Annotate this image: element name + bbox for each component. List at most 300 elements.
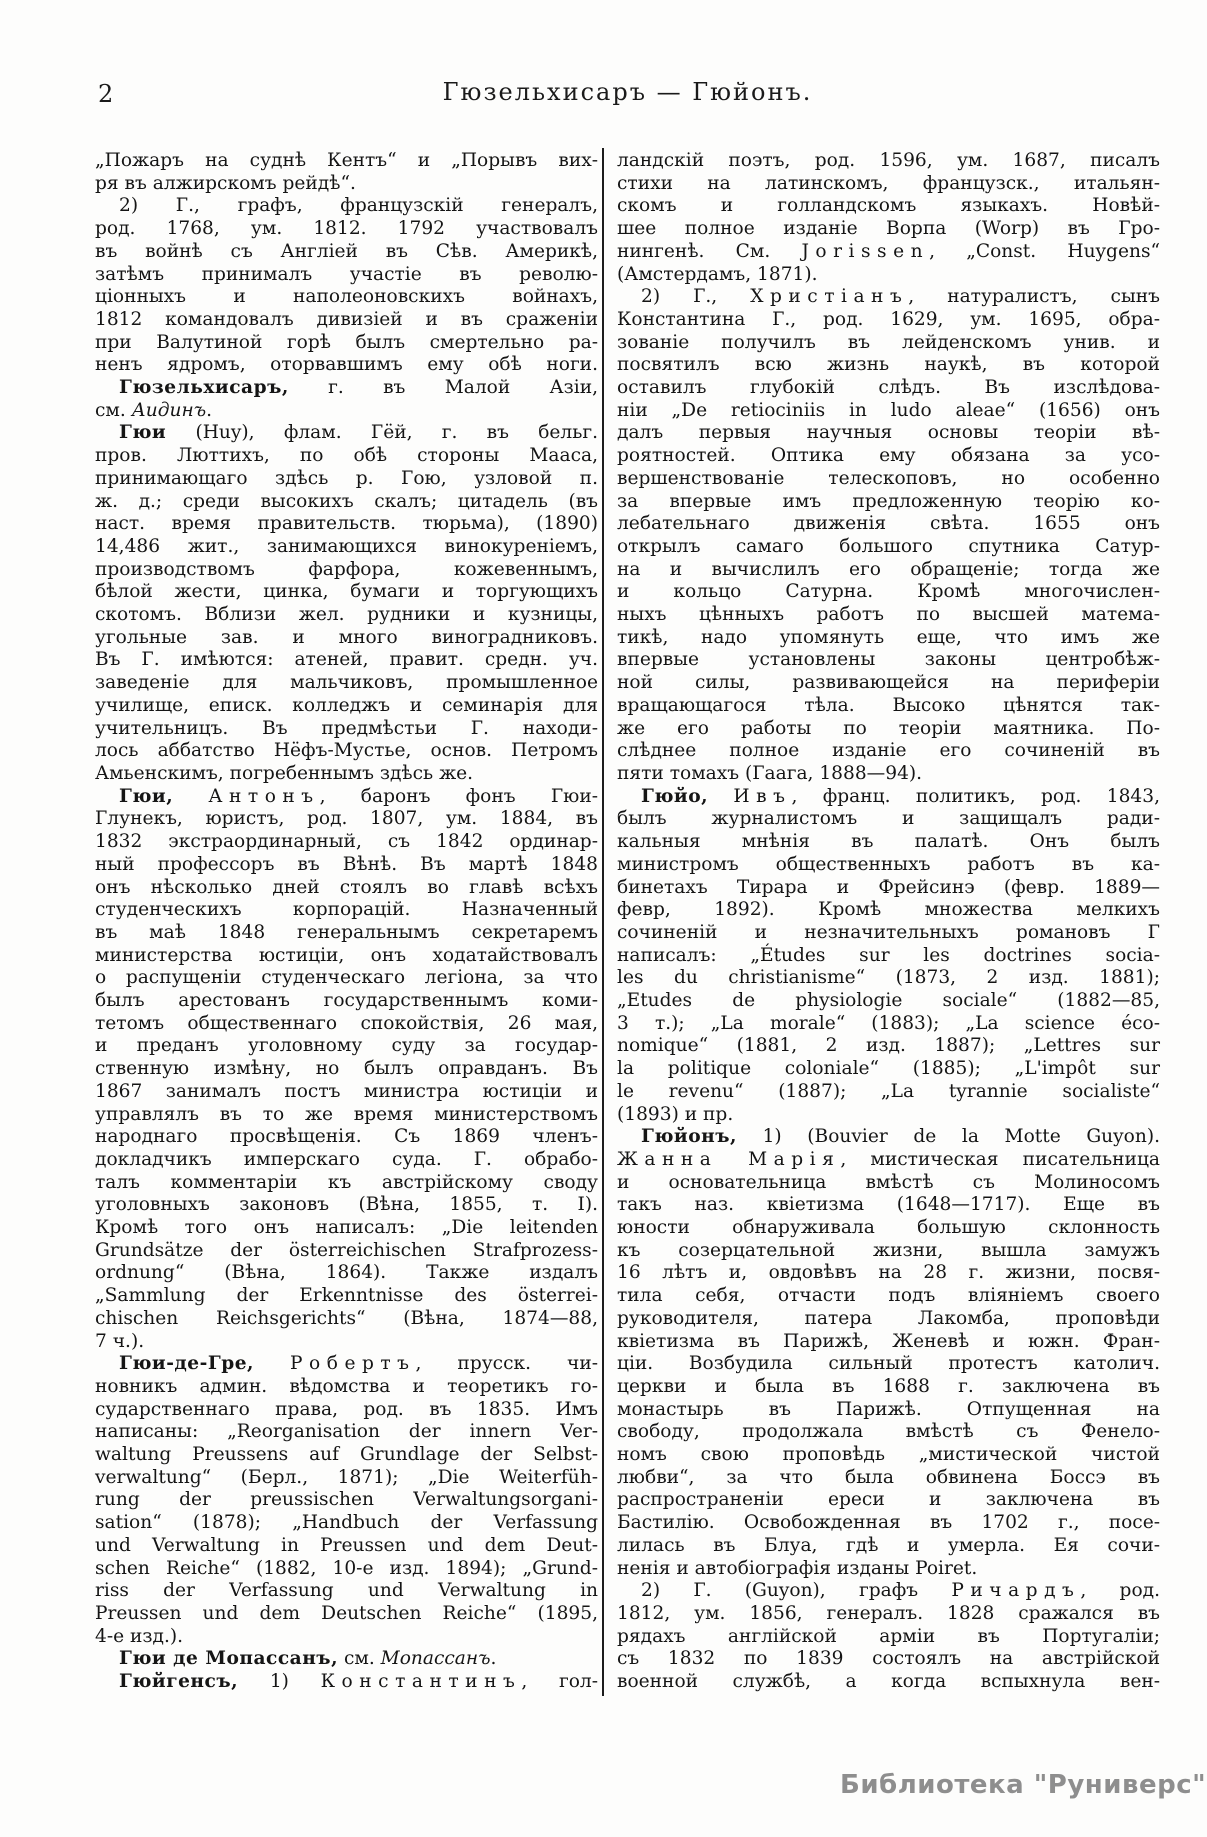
text-line <box>95 1467 598 1490</box>
text-line <box>617 536 1160 559</box>
text-line <box>95 808 598 831</box>
text-line <box>617 1399 1160 1422</box>
text-line <box>95 218 598 241</box>
text-segment: ныхъ цѣнныхъ работъ по высшей матема- <box>617 604 1160 626</box>
text-segment: открылъ самаго большого спутника Сатур- <box>617 535 1160 557</box>
text-line <box>617 1217 1160 1240</box>
text-segment: см. <box>95 399 132 421</box>
text-segment: la politique coloniale“ (1885); „L'impôt sur <box>617 1058 1160 1080</box>
text-segment: о распущеніи студенческаго легіона, за что <box>95 967 598 989</box>
text-line <box>617 241 1160 264</box>
text-segment: le revenu“ (1887); „La tyrannie socialiste“ <box>617 1080 1160 1102</box>
text-line <box>617 422 1160 445</box>
text-segment: 1) <box>238 1671 321 1693</box>
text-line <box>617 491 1160 514</box>
text-line <box>617 1353 1160 1376</box>
entry-headword: Гюи де Мопассанъ, <box>119 1648 339 1670</box>
text-segment: квіетизма въ Парижѣ, Женевѣ и южн. Фран- <box>617 1330 1160 1352</box>
text-line <box>95 899 598 922</box>
text-segment: производствомъ фарфора, кожевеннымъ, <box>95 558 598 580</box>
text-segment: былъ арестованъ государственнымъ коми- <box>95 990 598 1012</box>
text-segment: нингенѣ. См. <box>617 240 802 262</box>
text-segment: любви“, за что была обвинена Боссэ въ <box>617 1466 1160 1488</box>
text-line <box>95 1081 598 1104</box>
text-line <box>617 218 1160 241</box>
text-segment: ственную измѣну, но былъ оправданъ. Въ <box>95 1058 598 1080</box>
text-line <box>95 1399 598 1422</box>
text-segment: къ созерцательной жизни, вышла замужъ <box>617 1239 1160 1261</box>
text-line <box>95 513 598 536</box>
text-line <box>95 1240 598 1263</box>
text-segment: 4-е изд.). <box>95 1625 184 1647</box>
text-segment: свободу, продолжала вмѣстѣ съ Фенело- <box>617 1421 1160 1443</box>
text-line <box>617 945 1160 968</box>
text-segment: „Пожаръ на суднѣ Кентъ“ и „Порывъ вих- <box>95 150 598 171</box>
text-line <box>617 672 1160 695</box>
text-segment: , гол- <box>521 1671 599 1693</box>
text-line <box>95 241 598 264</box>
text-line <box>617 967 1160 990</box>
text-segment: тетомъ общественнаго спокойствія, 26 мая, <box>95 1012 598 1034</box>
text-line <box>617 649 1160 672</box>
text-line <box>95 1535 598 1558</box>
left-column <box>95 150 598 1694</box>
text-line <box>95 536 598 559</box>
text-segment: ordnung“ (Вѣна, 1864). Также издалъ <box>95 1262 599 1284</box>
text-segment: монастырь въ Парижѣ. Отпущенная на <box>617 1398 1160 1420</box>
text-line <box>95 1331 598 1354</box>
text-line <box>95 1126 598 1149</box>
entry-headword: Гюйгенсъ, <box>119 1671 239 1693</box>
text-line <box>617 1104 1160 1127</box>
text-segment: (1893) и пр. <box>617 1103 734 1125</box>
page-number: 2 <box>98 80 114 108</box>
text-segment: бѣлой жести, цинка, бумаги и торгующихъ <box>95 581 598 603</box>
text-segment: въ войнѣ съ Англіей въ Сѣв. Америкѣ, <box>95 240 598 262</box>
entry-headword: Гюйо, <box>641 785 709 807</box>
text-segment: посвятилъ всю жизнь наукѣ, въ которой <box>617 354 1160 376</box>
text-line <box>617 786 1160 809</box>
text-line <box>95 1217 598 1240</box>
text-segment: распространеніи ереси и заключена въ <box>617 1489 1160 1511</box>
text-line <box>95 1262 598 1285</box>
text-line <box>95 332 598 355</box>
text-segment: министерства юстиціи, онъ ходатайствовалъ <box>95 944 598 966</box>
text-line <box>617 445 1160 468</box>
text-line <box>617 1081 1160 1104</box>
text-segment: 1) (Bouvier de la Motte Guyon). <box>736 1126 1160 1148</box>
text-segment: министромъ общественныхъ работъ въ ка- <box>617 853 1160 875</box>
text-segment: ціонныхъ и наполеоновскихъ войнахъ, <box>95 286 598 308</box>
text-segment: ненъ ядромъ, оторвавшимъ ему обѣ ноги. <box>95 354 598 376</box>
text-line <box>617 1285 1160 1308</box>
text-line <box>617 309 1160 332</box>
text-line <box>617 854 1160 877</box>
text-segment: вращающагося тѣла. Высоко цѣнятся так- <box>617 694 1160 716</box>
text-line <box>95 990 598 1013</box>
text-segment: же его работы по теоріи маятника. По- <box>617 717 1160 739</box>
text-line <box>95 672 598 695</box>
text-segment: вершенствованіе телескоповъ, но особенно <box>617 467 1160 489</box>
text-line <box>617 1648 1160 1671</box>
text-line <box>617 195 1160 218</box>
text-segment: les du christianisme“ (1873, 2 изд. 1881); <box>617 967 1160 989</box>
text-line <box>617 604 1160 627</box>
text-line <box>617 1013 1160 1036</box>
text-line <box>95 1648 598 1671</box>
text-line <box>617 1308 1160 1331</box>
text-line <box>617 740 1160 763</box>
cross-reference: Аидинъ <box>131 399 207 421</box>
text-segment: (Huy), флам. Гёй, г. въ бельг. <box>166 422 598 444</box>
text-segment: „Sammlung der Erkenntnisse des österrei- <box>95 1285 598 1307</box>
text-segment: 1867 занималъ постъ министра юстиціи и <box>95 1080 598 1102</box>
text-line <box>95 967 598 990</box>
text-line <box>617 513 1160 536</box>
text-line <box>95 854 598 877</box>
text-line <box>617 922 1160 945</box>
text-segment: лось аббатство Нёфъ-Мустье, основ. Петромъ <box>95 740 598 762</box>
text-segment: заведеніе для мальчиковъ, промышленное <box>95 672 598 694</box>
text-segment: такъ наз. квіетизма (1648—1717). Еще въ <box>617 1194 1160 1216</box>
text-segment: , баронъ фонъ Гюи- <box>319 785 598 807</box>
text-line <box>617 627 1160 650</box>
text-segment: на и вычислилъ его обращеніе; тогда же <box>617 558 1160 580</box>
text-line <box>617 899 1160 922</box>
text-segment <box>173 786 208 807</box>
text-line <box>95 1603 598 1626</box>
text-line <box>95 627 598 650</box>
text-segment: Preussen und dem Deutschen Reiche“ (1895, <box>95 1603 598 1624</box>
text-segment: schen Reiche“ (1882, 10-е изд. 1894); „Grund- <box>95 1557 598 1579</box>
text-segment: Амьенскимъ, погребеннымъ здѣсь же. <box>95 762 474 784</box>
text-line <box>95 309 598 332</box>
running-header: Гюзельхисаръ — Гюйонъ. <box>442 78 813 106</box>
text-line <box>95 1172 598 1195</box>
text-line <box>95 1444 598 1467</box>
text-segment: впервые установлены законы центробѣж- <box>617 649 1160 671</box>
text-segment: Кромѣ того онъ написалъ: „Die leitenden <box>95 1217 598 1239</box>
text-segment: waltung Preussens auf Grundlage der Selbst- <box>95 1444 598 1466</box>
library-watermark: Библиотека "Руниверс" <box>840 1770 1207 1800</box>
text-segment: зованіе получилъ въ лейденскомъ унив. и <box>617 331 1160 353</box>
text-segment: руководителя, патера Лакомба, проповѣди <box>617 1307 1160 1329</box>
text-segment: nomique“ (1881, 2 изд. 1887); „Lettres sur <box>617 1035 1160 1057</box>
text-segment: тикѣ, надо упомянуть еще, что имъ же <box>617 626 1160 648</box>
text-segment: угольные зав. и много виноградниковъ. <box>95 626 598 648</box>
text-line <box>95 286 598 309</box>
text-segment: Ивъ <box>733 785 792 807</box>
text-segment: 1812 командовалъ дивизіей и въ сраженіи <box>95 308 598 330</box>
text-line <box>617 332 1160 355</box>
cross-reference: Мопассанъ <box>380 1648 491 1670</box>
text-segment: ніи „De retiociniis in ludo aleae“ (1656) онъ <box>617 399 1160 421</box>
text-line <box>617 763 1160 786</box>
text-segment: съ 1832 по 1839 состоялъ на австрійской <box>617 1648 1160 1670</box>
text-line <box>95 445 598 468</box>
text-line <box>617 718 1160 741</box>
text-line <box>95 877 598 900</box>
text-segment: тила себя, отчасти подъ вліяніемъ своего <box>617 1285 1160 1307</box>
text-segment: февр, 1892). Кромѣ множества мелкихъ <box>617 899 1160 921</box>
text-line <box>617 1535 1160 1558</box>
text-segment: , род. <box>1080 1580 1161 1602</box>
text-line <box>617 468 1160 491</box>
text-segment: бинетахъ Тирара и Фрейсинэ (февр. 1889— <box>617 876 1160 898</box>
text-line <box>617 150 1160 173</box>
text-segment: см. <box>338 1648 381 1670</box>
text-segment: юности обнаруживала большую склонность <box>617 1217 1160 1239</box>
text-segment: rung der preussischen Verwaltungsorgani- <box>95 1489 598 1511</box>
text-segment: и преданъ уголовному суду за государ- <box>95 1035 598 1057</box>
text-segment: былъ журналистомъ и защищалъ ради- <box>617 808 1160 830</box>
text-segment: стихи на латинскомъ, французск., итальян- <box>617 172 1160 194</box>
text-segment: Робертъ <box>290 1353 416 1375</box>
text-segment: sation“ (1878); „Handbuch der Verfassung <box>95 1512 598 1534</box>
text-line <box>617 990 1160 1013</box>
text-line <box>95 195 598 218</box>
text-segment: 7 ч.). <box>95 1330 145 1352</box>
text-segment: , натуралистъ, сынъ <box>908 286 1160 308</box>
text-line <box>617 1489 1160 1512</box>
text-segment: кальныя мнѣнія въ палатѣ. Онъ былъ <box>617 831 1160 853</box>
text-segment: роятностей. Оптика ему обязана за усо- <box>617 445 1160 467</box>
text-segment: , франц. политикъ, род. 1843, <box>791 785 1160 807</box>
text-line <box>617 1444 1160 1467</box>
text-segment: пров. Люттихъ, по обѣ стороны Мааса, <box>95 445 598 467</box>
text-segment: уголовныхъ законовъ (Вѣна, 1855, т. I). <box>95 1194 598 1216</box>
text-line <box>617 1035 1160 1058</box>
text-segment: скомъ и голландскомъ языкахъ. Новѣй- <box>617 195 1160 217</box>
right-column <box>617 150 1160 1694</box>
text-line <box>617 1331 1160 1354</box>
text-segment: 3 т.); „La morale“ (1883); „La science éco- <box>617 1012 1160 1034</box>
text-segment: студенческихъ корпорацій. Назначенный <box>95 899 598 921</box>
text-line <box>95 786 598 809</box>
text-segment: и кольцо Сатурна. Кромѣ многочислен- <box>617 581 1160 603</box>
text-segment: военной службѣ, а когда вспыхнула вен- <box>617 1671 1160 1693</box>
text-segment: лилась въ Блуа, гдѣ и умерла. Ея сочи- <box>617 1534 1160 1556</box>
text-line <box>617 1194 1160 1217</box>
text-line <box>617 264 1160 287</box>
text-segment <box>254 1353 290 1374</box>
text-segment: 1832 экстраординарный, съ 1842 ординар- <box>95 831 598 853</box>
text-segment: при Валутиной горѣ былъ смертельно ра- <box>95 331 598 353</box>
text-line <box>95 264 598 287</box>
text-line <box>617 1512 1160 1535</box>
entry-headword: Гюи-де-Гре, <box>119 1353 254 1375</box>
text-line <box>95 1104 598 1127</box>
text-line <box>95 1558 598 1581</box>
text-line <box>617 1172 1160 1195</box>
text-line <box>95 1353 598 1376</box>
text-segment: въ маѣ 1848 генеральнымъ секретаремъ <box>95 921 598 943</box>
text-line <box>617 1558 1160 1581</box>
text-line <box>95 173 598 196</box>
text-segment: chischen Reichsgerichts“ (Вѣна, 1874—88, <box>95 1307 598 1329</box>
text-segment: онъ нѣсколько дней стоялъ во главѣ всѣхъ <box>95 876 598 898</box>
text-line <box>95 922 598 945</box>
column-divider <box>602 148 604 1696</box>
text-line <box>95 604 598 627</box>
text-segment: und Verwaltung in Preussen und dem Deut- <box>95 1534 598 1556</box>
text-line <box>95 649 598 672</box>
text-segment: номъ свою проповѣдь „мистической чистой <box>617 1444 1160 1466</box>
text-segment: ный профессоръ въ Вѣнѣ. Въ мартѣ 1848 <box>95 853 598 875</box>
text-segment: , мистическая писательница <box>840 1148 1160 1170</box>
text-segment: пяти томахъ (Гаага, 1888—94). <box>617 762 923 784</box>
text-line <box>95 718 598 741</box>
text-line <box>95 763 598 786</box>
text-line <box>95 1308 598 1331</box>
text-segment: докладчикъ имперскаго суда. Г. обрабо- <box>95 1148 598 1170</box>
text-segment: 14,486 жит., занимающихся винокуреніемъ, <box>95 535 598 557</box>
text-line <box>95 150 598 173</box>
text-segment: . <box>206 399 213 421</box>
text-segment: (Амстердамъ, 1871). <box>617 263 818 285</box>
text-segment: , прусск. чи- <box>415 1353 598 1375</box>
text-segment: 2) Г., графъ, французскій генералъ, <box>119 195 598 217</box>
text-segment: сочиненій и незначительныхъ романовъ Г <box>617 921 1160 943</box>
text-segment: написаны: „Reorganisation der innern Ver- <box>95 1421 598 1443</box>
text-segment: verwaltung“ (Берл., 1871); „Die Weiterfüh- <box>95 1466 598 1488</box>
text-line <box>95 1035 598 1058</box>
text-segment: Христіанъ <box>750 286 909 308</box>
text-segment: г. въ Малой Азіи, <box>288 377 598 399</box>
text-line <box>95 740 598 763</box>
text-line <box>95 1013 598 1036</box>
text-line <box>95 354 598 377</box>
entry-headword: Гюйонъ, <box>641 1126 737 1148</box>
text-line <box>95 1058 598 1081</box>
text-line <box>617 1126 1160 1149</box>
text-segment <box>708 786 733 807</box>
text-segment: ря въ алжирскомъ рейдѣ“. <box>95 172 356 194</box>
text-line <box>617 1149 1160 1172</box>
text-line <box>95 945 598 968</box>
text-segment: управлялъ въ то же время министерствомъ <box>95 1103 598 1125</box>
text-line <box>95 491 598 514</box>
text-line <box>95 1489 598 1512</box>
text-line <box>617 1603 1160 1626</box>
text-segment: училище, еписк. колледжъ и семинарія для <box>95 694 598 716</box>
text-segment: далъ первыя научныя основы теоріи вѣ- <box>617 422 1160 444</box>
text-segment: слѣднее полное изданіе его сочиненій въ <box>617 740 1160 762</box>
text-line <box>617 286 1160 309</box>
text-line <box>617 1376 1160 1399</box>
text-segment: Константинъ <box>320 1671 522 1693</box>
text-line <box>95 1626 598 1649</box>
text-segment: ненія и автобіографія изданы Poiret. <box>617 1557 978 1579</box>
text-line <box>617 1421 1160 1444</box>
text-segment: за впервые имъ предложенную теорію ко- <box>617 490 1160 512</box>
text-line <box>617 400 1160 423</box>
text-line <box>617 1262 1160 1285</box>
text-line <box>95 1512 598 1535</box>
text-segment: ной силы, развивающейся на периферіи <box>617 672 1160 694</box>
text-segment: Антонъ <box>208 785 320 807</box>
entry-headword: Гюи <box>119 422 167 444</box>
text-line <box>617 559 1160 582</box>
text-segment: народнаго просвѣщенія. Съ 1869 членъ- <box>95 1126 598 1148</box>
text-line <box>95 422 598 445</box>
text-line <box>617 695 1160 718</box>
text-line <box>95 1285 598 1308</box>
text-segment: сударственнаго права, род. въ 1835. Имъ <box>95 1398 598 1420</box>
text-segment: ж. д.; среди высокихъ скалъ; цитадель (въ <box>95 490 598 512</box>
text-segment: riss der Verfassung und Verwaltung in <box>95 1580 598 1602</box>
text-segment: затѣмъ принималъ участіе въ револю- <box>95 263 598 285</box>
text-line <box>617 1580 1160 1603</box>
text-segment: оставилъ глубокій слѣдъ. Въ изслѣдова- <box>617 377 1160 399</box>
text-line <box>95 400 598 423</box>
text-line <box>95 468 598 491</box>
text-line <box>95 581 598 604</box>
text-segment: наст. время правительств. тюрьма), (1890) <box>95 513 598 535</box>
text-line <box>617 808 1160 831</box>
text-segment: и основательница вмѣстѣ съ Молиносомъ <box>617 1171 1160 1193</box>
text-segment: Бастилію. Освобожденная въ 1702 г., посе- <box>617 1512 1160 1534</box>
text-line <box>95 1671 598 1694</box>
text-segment: написалъ: „Études sur les doctrines socia- <box>617 944 1160 966</box>
text-line <box>95 377 598 400</box>
entry-headword: Гюи, <box>119 785 174 807</box>
text-line <box>617 377 1160 400</box>
text-line <box>617 1467 1160 1490</box>
text-segment: талъ комментаріи къ австрійскому своду <box>95 1171 598 1193</box>
text-segment: шее полное изданіе Ворпа (Worp) въ Гро- <box>617 218 1160 240</box>
text-segment: церкви и была въ 1688 г. заключена въ <box>617 1375 1160 1397</box>
text-segment: „Etudes de physiologie sociale“ (1882—85, <box>617 990 1160 1012</box>
text-line <box>95 1421 598 1444</box>
text-line <box>617 1626 1160 1649</box>
text-segment: , „Const. Huygens“ <box>929 240 1160 262</box>
text-segment: 2) Г., <box>641 286 751 308</box>
text-segment: 1812, ум. 1856, генералъ. 1828 сражался въ <box>617 1603 1160 1624</box>
text-segment: ціи. Возбудила сильный протестъ католич. <box>617 1353 1160 1375</box>
text-line <box>95 831 598 854</box>
text-segment: принимающаго здѣсь р. Гою, узловой п. <box>95 467 598 489</box>
text-line <box>95 559 598 582</box>
text-segment: род. 1768, ум. 1812. 1792 участвовалъ <box>95 218 598 240</box>
text-line <box>95 1149 598 1172</box>
text-line <box>617 1058 1160 1081</box>
text-segment: 2) Г. (Guyon), графъ <box>641 1580 952 1602</box>
text-segment: скотомъ. Вблизи жел. рудники и кузницы, <box>95 604 598 626</box>
text-segment: ландскій поэтъ, род. 1596, ум. 1687, писалъ <box>617 150 1160 171</box>
text-segment: Jorissen <box>801 240 930 262</box>
text-line <box>617 581 1160 604</box>
text-segment: Глунекъ, юристъ, род. 1807, ум. 1884, въ <box>95 808 598 830</box>
text-line <box>95 695 598 718</box>
text-segment: учительницъ. Въ предмѣстьи Г. находи- <box>95 717 598 739</box>
entry-headword: Гюзельхисаръ, <box>119 377 289 399</box>
text-segment: . <box>490 1648 497 1670</box>
text-line <box>617 354 1160 377</box>
text-segment: Въ Г. имѣются: атеней, правит. средн. уч. <box>95 649 598 671</box>
text-segment: лебательнаго движенія свѣта. 1655 онъ <box>617 513 1160 535</box>
text-segment: Константина Г., род. 1629, ум. 1695, обра- <box>617 308 1160 330</box>
text-line <box>617 1671 1160 1694</box>
text-segment: Grundsätze der österreichischen Strafprozess- <box>95 1239 598 1261</box>
text-line <box>95 1580 598 1603</box>
text-segment: 16 лѣтъ и, овдовѣвъ на 28 г. жизни, посвя- <box>617 1262 1160 1284</box>
text-line <box>617 173 1160 196</box>
text-line <box>95 1376 598 1399</box>
text-line <box>617 877 1160 900</box>
text-segment: Ричардъ <box>951 1580 1081 1602</box>
text-line <box>95 1194 598 1217</box>
